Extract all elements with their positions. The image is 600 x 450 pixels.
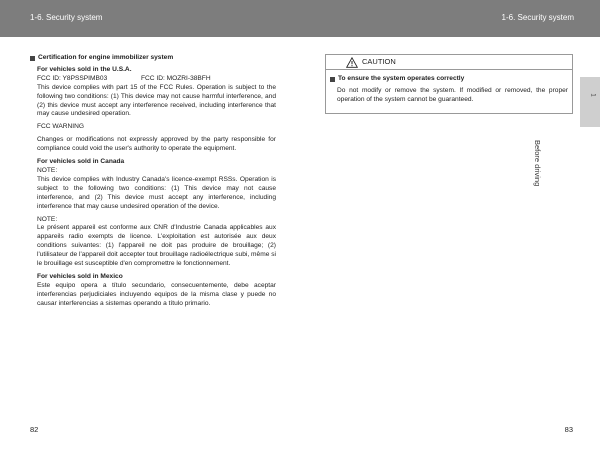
fcc-id-1: FCC ID: Y8PSSPIMB03 [37, 74, 108, 82]
fcc-warning-label: FCC WARNING [37, 123, 85, 131]
caution-title: CAUTION [362, 56, 396, 66]
square-bullet-icon [30, 56, 35, 61]
section-title-text: Certification for engine immobilizer system [38, 54, 174, 61]
side-tab-label: Before driving [533, 140, 542, 187]
left-page-content [30, 54, 276, 313]
warning-triangle-icon [346, 57, 358, 68]
caution-text: Do not modify or remove the system. If modified or removed, the proper operation of the system cannot be guaranteed. [337, 86, 568, 103]
mexico-heading: For vehicles sold in Mexico [37, 272, 123, 280]
canada-note-2: NOTE: [37, 215, 58, 223]
mexico-paragraph: Este equipo opera a título secundario, consecuentemente, debe aceptar interferencias perjudiciales incluyendo equipos de la misma clase y puede no causar interferencias a sistemas operando a título primario. [37, 281, 276, 307]
side-tab [580, 77, 600, 127]
page-number-right: 83 [564, 425, 573, 434]
right-page-content [325, 54, 573, 114]
fcc-id-row [37, 75, 276, 84]
usa-paragraph-1: This device complies with part 15 of the FCC Rules. Operation is subject to the following two conditions: (1) This device may not cause harmful interference, and (2) this device must accept any interference received, including interference that may cause undesired operation. [37, 83, 276, 118]
usa-heading: For vehicles sold in the U.S.A. [37, 65, 132, 73]
caution-section-title-text: To ensure the system operates correctly [338, 75, 465, 82]
canada-paragraph-1: This device complies with Industry Canada's licence-exempt RSSs. Operation is subject to the following two conditions: (1) This device may not cause interference, and (2) This device must accept any interference, including interference that may cause undesired operation of the device. [37, 175, 276, 210]
canada-note-1: NOTE: [37, 166, 58, 174]
caution-box [325, 54, 573, 114]
header-bar [0, 0, 600, 37]
caution-section-title [330, 75, 568, 84]
caution-body [326, 70, 572, 113]
fcc-id-2: FCC ID: MOZRI-38BFH [141, 74, 211, 82]
page-divider [298, 37, 304, 450]
square-bullet-icon [330, 77, 335, 82]
header-right-title: 1-6. Security system [501, 13, 574, 22]
side-tab-number: 1 [589, 93, 596, 97]
usa-paragraph-2: Changes or modifications not expressly approved by the party responsible for compliance could void the user's authority to operate the equipment. [37, 136, 276, 153]
header-left-title: 1-6. Security system [30, 13, 103, 22]
section-title [30, 54, 276, 63]
caution-header [326, 55, 572, 70]
canada-paragraph-2: Le présent appareil est conforme aux CNR d'Industrie Canada applicables aux appareils radio exempts de licence. L'exploitation est autorisée aux deux conditions suivantes: (1) l'appareil ne doit pas produire de brouillage; (2) l'utilisateur de l'appareil doit accepter tout brouillage radioélectrique subi, même si le brouillage est susceptible d'en compromettre le fonctionnement. [37, 224, 276, 268]
canada-heading: For vehicles sold in Canada [37, 158, 125, 166]
page-number-left: 82 [30, 425, 39, 434]
